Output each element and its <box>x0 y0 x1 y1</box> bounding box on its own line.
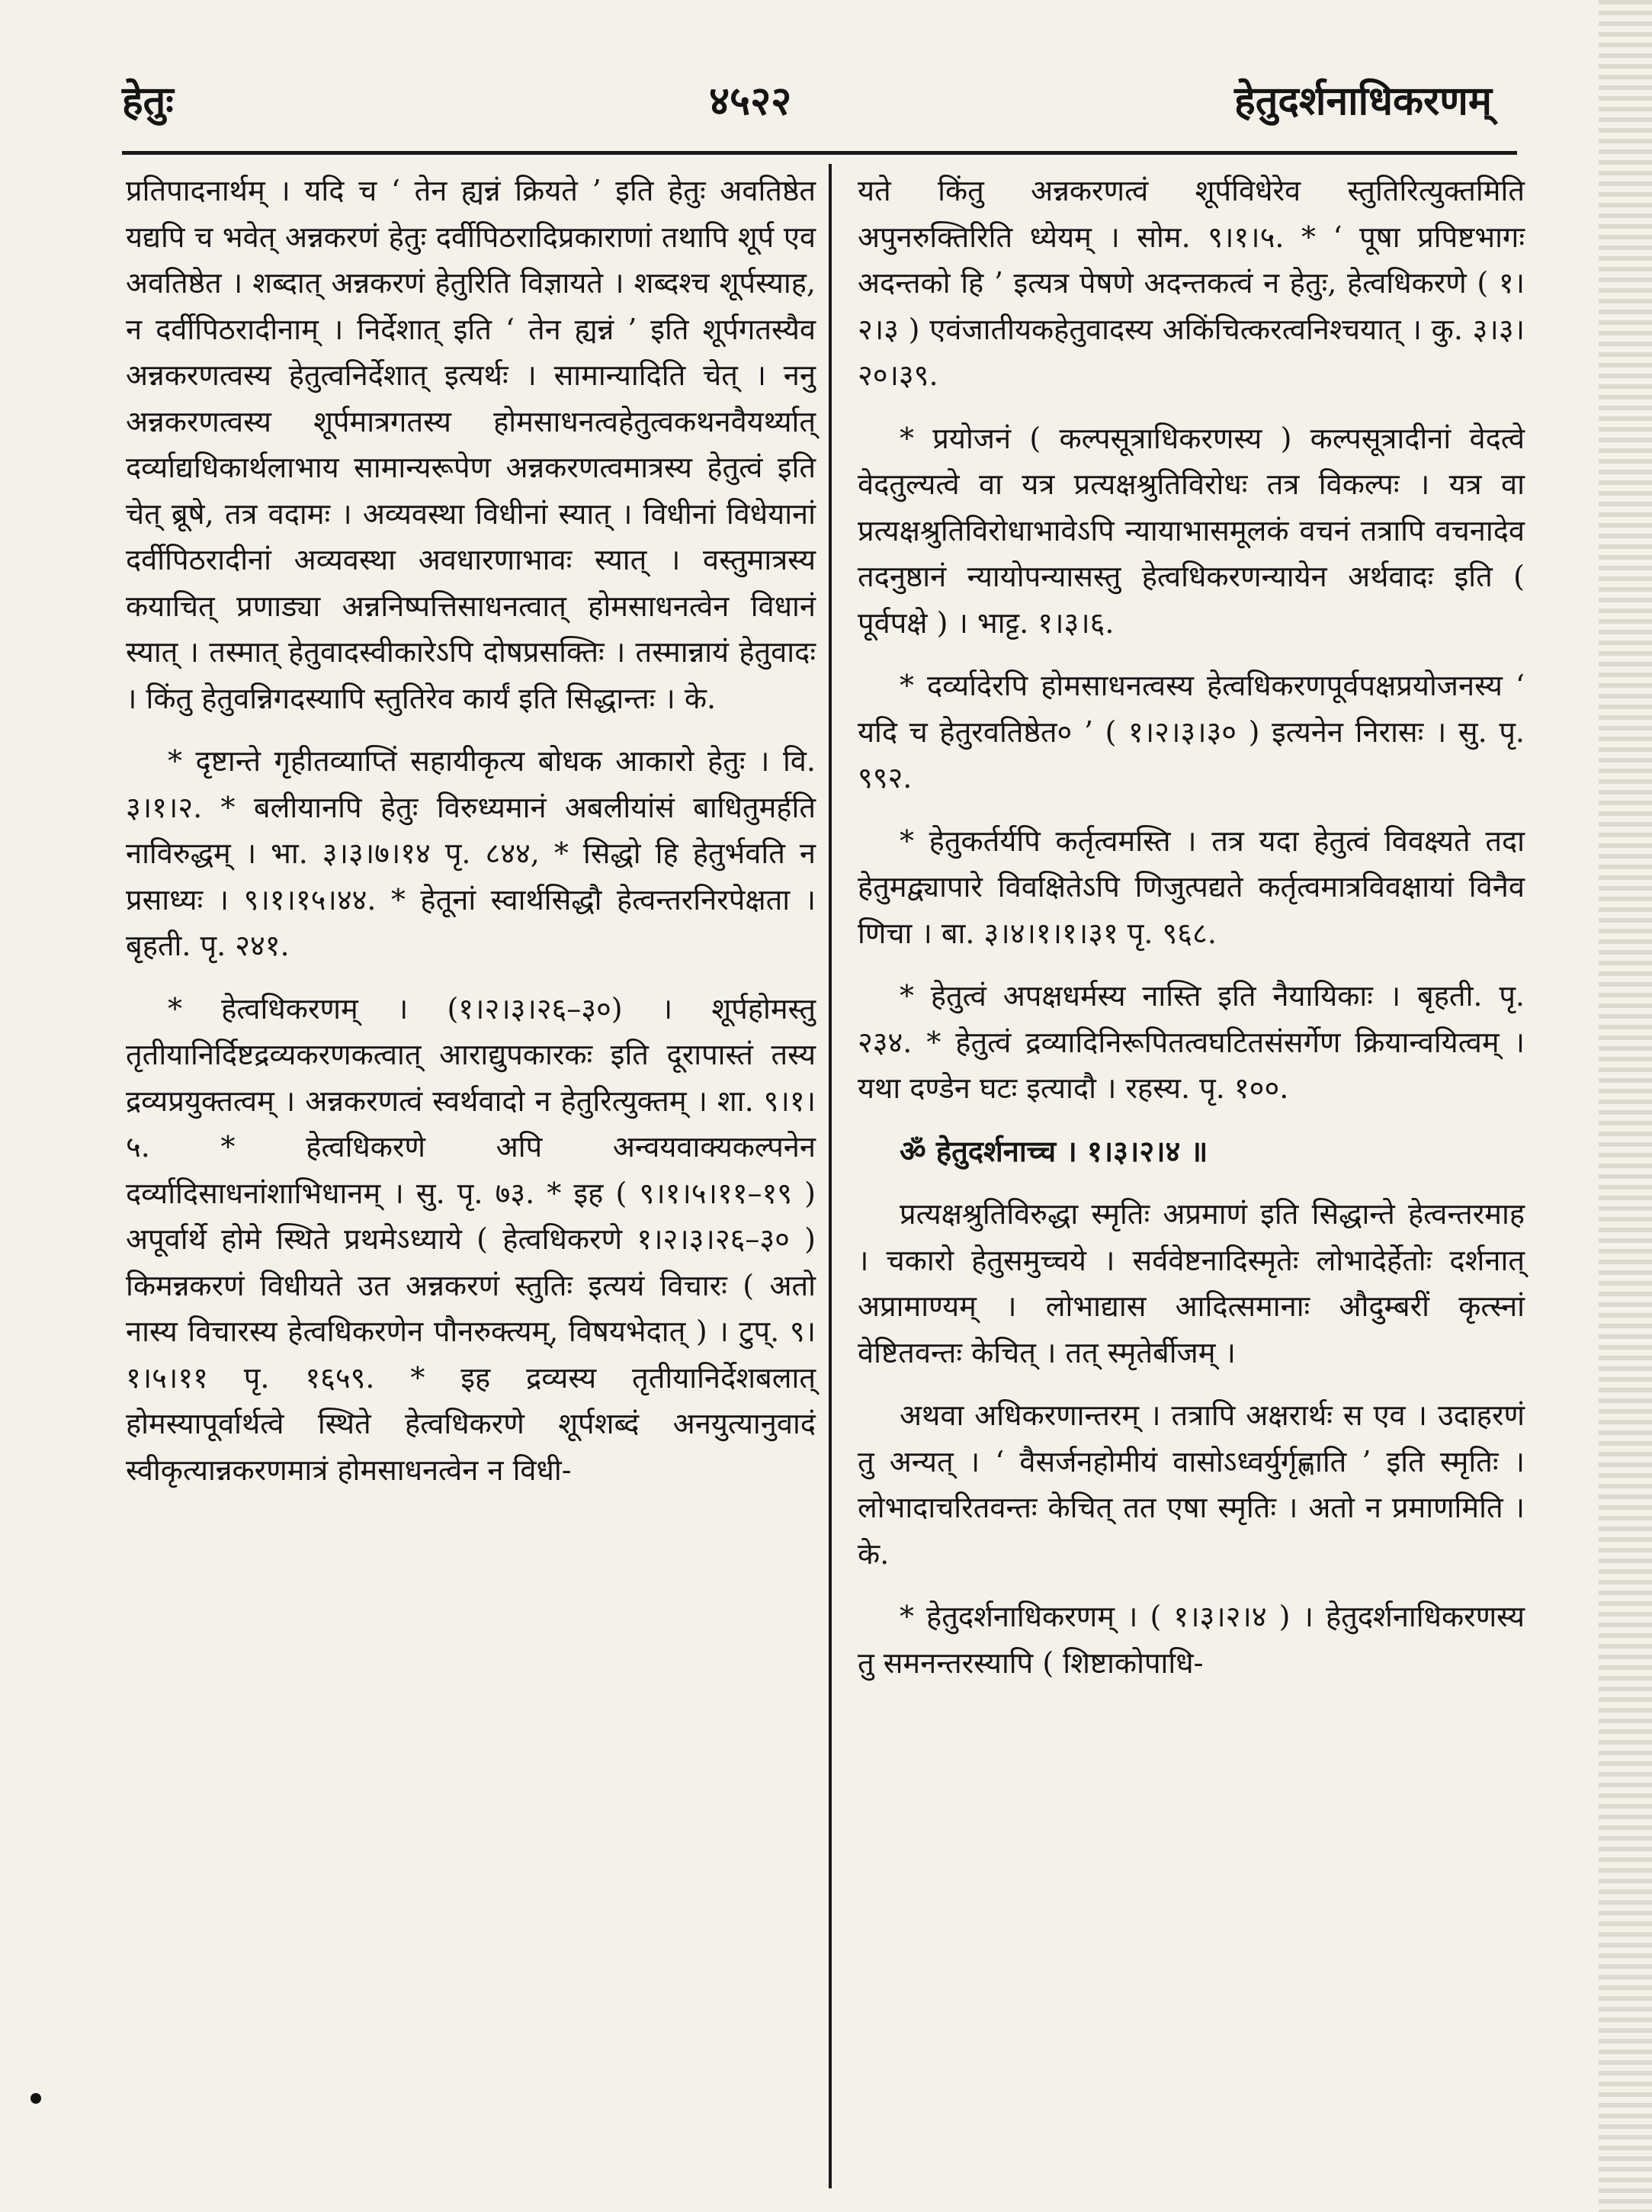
right-paragraph-7: अथवा अधिकरणान्तरम् । तत्रापि अक्षरार्थः स एव । उदाहरणं तु अन्यत् । ‘ वैसर्जनहोमीयं वासोऽध्वर्युर्गृह्णाति ’ इति स्मृतिः । लोभादाचरितवन्तः केचित् तत एषा स्मृतिः । अतो न प्रमाणमिति । के. <box>858 1398 1525 1571</box>
right-paragraph-5: * हेतुत्वं अपक्षधर्मस्य नास्ति इति नैयायिकाः । बृहती. पृ. २३४. * हेतुत्वं द्रव्यादिनिरूपितत्वघटितसंसर्गेण क्रियान्वयित्वम् । यथा दण्डेन घटः इत्यादौ । रहस्य. पृ. १००. <box>858 979 1525 1105</box>
column-divider <box>829 164 832 2188</box>
left-paragraph-2: * दृष्टान्ते गृहीतव्याप्तिं सहायीकृत्य बोधक आकारो हेतुः । वि. ३।१।२. * बलीयानपि हेतुः विरुध्यमानं अबलीयांसं बाधितुमर्हति नाविरुद्धम् । भा. ३।३।७।१४ पृ. ८४४, * सिद्धो हि हेतुर्भवति न प्रसाध्यः । ९।१।१५।४४. * हेतूनां स्वार्थसिद्धौ हेत्वन्तरनिरपेक्षता । बृहती. पृ. २४१. <box>126 744 816 962</box>
left-paragraph-3: * हेत्वधिकरणम् । (१।२।३।२६–३०) । शूर्पहोमस्तु तृतीयानिर्दिष्टद्रव्यकरणकत्वात् आराद्युपकारकः इति दूरापास्तं तस्य द्रव्यप्रयुक्तत्वम् । अन्नकरणत्वं स्वर्थवादो न हेतुरित्युक्तम् । शा. ९।१।५. * हेत्वधिकरणे अपि अन्वयवाक्यकल्पनेन दर्व्यादिसाधनांशाभिधानम् । सु. पृ. ७३. * इह ( ९।१।५।११–१९ ) अपूर्वार्थे होमे स्थिते प्रथमेऽध्याये ( हेत्वधिकरणे १।२।३।२६–३० ) किमन्नकरणं विधीयते उत अन्नकरणं स्तुतिः इत्ययं विचारः ( अतो नास्य विचारस्य हेत्वधिकरणेन पौनरुक्त्यम्, विषयभेदात् ) । टुप्. ९।१।५।११ पृ. १६५९. * इह द्रव्यस्य तृतीयानिर्देशबलात् होमस्यापूर्वार्थत्वे स्थिते हेत्वधिकरणे शूर्पशब्दं अनयुत्यानुवादं स्वीकृत्यान्नकरणमात्रं होमसाधनत्वेन न विधी- <box>126 991 816 1487</box>
right-paragraph-3: * दर्व्यादेरपि होमसाधनत्वस्य हेत्वधिकरणपूर्वपक्षप्रयोजनस्य ‘ यदि च हेतुरवतिष्ठेत० ’ ( १।२।३।३० ) इत्यनेन निरासः । सु. पृ. ९९२. <box>858 669 1525 795</box>
right-paragraph-4: * हेतुकर्तर्यपि कर्तृत्वमस्ति । तत्र यदा हेतुत्वं विवक्ष्यते तदा हेतुमद्व्यापारे विवक्षितेऽपि णिजुत्पद्यते कर्तृत्वमात्रविवक्षायां विनैव णिचा । बा. ३।४।१।१।३१ पृ. ९६८. <box>858 823 1525 950</box>
left-paragraph-1: प्रतिपादनार्थम् । यदि च ‘ तेन ह्यन्नं क्रियते ’ इति हेतुः अवतिष्ठेत यद्यपि च भवेत् अन्नकरणं हेतुः दर्वीपिठरादिप्रकाराणां तथापि शूर्प एव अवतिष्ठेत । शब्दात् अन्नकरणं हेतुरिति विज्ञायते । शब्दश्च शूर्पस्याह, न दर्वीपिठरादीनाम् । निर्देशात् इति ‘ तेन ह्यन्नं ’ इति शूर्पगतस्यैव अन्नकरणत्वस्य हेतुत्वनिर्देशात् इत्यर्थः । सामान्यादिति चेत् । ननु अन्नकरणत्वस्य शूर्पमात्रगतस्य होमसाधनत्वहेतुत्वकथनवैयर्थ्यात् दर्व्याद्यधिकार्थलाभाय सामान्यरूपेण अन्नकरणत्वमात्रस्य हेतुत्वं इति चेत् ब्रूषे, तत्र वदामः । अव्यवस्था विधीनां स्यात् । विधीनां विधेयानां दर्वीपिठरादीनां अव्यवस्था अवधारणाभावः स्यात् । वस्तुमात्रस्य कयाचित् प्रणाड्या अन्ननिष्पत्तिसाधनत्वात् होमसाधनत्वेन विधानं स्यात् । तस्मात् हेतुवादस्वीकारेऽपि दोषप्रसक्तिः । तस्मान्नायं हेतुवादः । किंतु हेतुवन्निगदस्यापि स्तुतिरेव कार्यं इति सिद्धान्तः । के. <box>126 174 816 715</box>
margin-dot-mark <box>30 2093 41 2104</box>
header-rule <box>122 151 1517 155</box>
page-edge-shadow <box>1599 0 1652 2212</box>
running-head-right: हेतुदर्शनाधिकरणम् <box>1234 78 1492 124</box>
page-number: ४५२२ <box>709 78 792 124</box>
right-paragraph-2: * प्रयोजनं ( कल्पसूत्राधिकरणस्य ) कल्पसूत्रादीनां वेदत्वे वेदतुल्यत्वे वा यत्र प्रत्यक्षश्रुतिविरोधः तत्र विकल्पः । यत्र वा प्रत्यक्षश्रुतिविरोधाभावेऽपि न्यायाभासमूलकं वचनं तत्रापि वचनादेव तदनुष्ठानं न्यायोपन्यासस्तु हेत्वधिकरणन्यायेन अर्थवादः इति ( पूर्वपक्षे ) । भाट्ट. १।३।६. <box>858 421 1525 640</box>
right-column <box>858 168 1525 1703</box>
left-column <box>126 168 816 1510</box>
running-head-left: हेतुः <box>122 78 174 124</box>
right-paragraph-8: * हेतुदर्शनाधिकरणम् । ( १।३।२।४ ) । हेतुदर्शनाधिकरणस्य तु समनन्तरस्यापि ( शिष्टाकोपाधि- <box>858 1600 1525 1680</box>
right-paragraph-1: यते किंतु अन्नकरणत्वं शूर्पविधेरेव स्तुतिरित्युक्तमिति अपुनरुक्तिरिति ध्येयम् । सोम. ९।१।५. * ‘ पूषा प्रपिष्टभागः अदन्तको हि ’ इत्यत्र पेषणे अदन्तकत्वं न हेतुः, हेत्वधिकरणे ( १।२।३ ) एवंजातीयकहेतुवादस्य अकिंचित्करत्वनिश्चयात् । कु. ३।३।२०।३९. <box>858 174 1525 392</box>
right-paragraph-6: प्रत्यक्षश्रुतिविरुद्धा स्मृतिः अप्रमाणं इति सिद्धान्ते हेत्वन्तरमाह । चकारो हेतुसमुच्चये । सर्ववेष्टनादिस्मृतेः लोभादेर्हेतोः दर्शनात् अप्रामाण्यम् । लोभाद्यास आदित्समानाः औदुम्बरीं कृत्स्नां वेष्टितवन्तः केचित् । तत् स्मृतेर्बीजम् । <box>858 1197 1525 1369</box>
sutra-heading: ॐ हेतुदर्शनाच्च । १।३।२।४ ॥ <box>900 1133 1208 1168</box>
